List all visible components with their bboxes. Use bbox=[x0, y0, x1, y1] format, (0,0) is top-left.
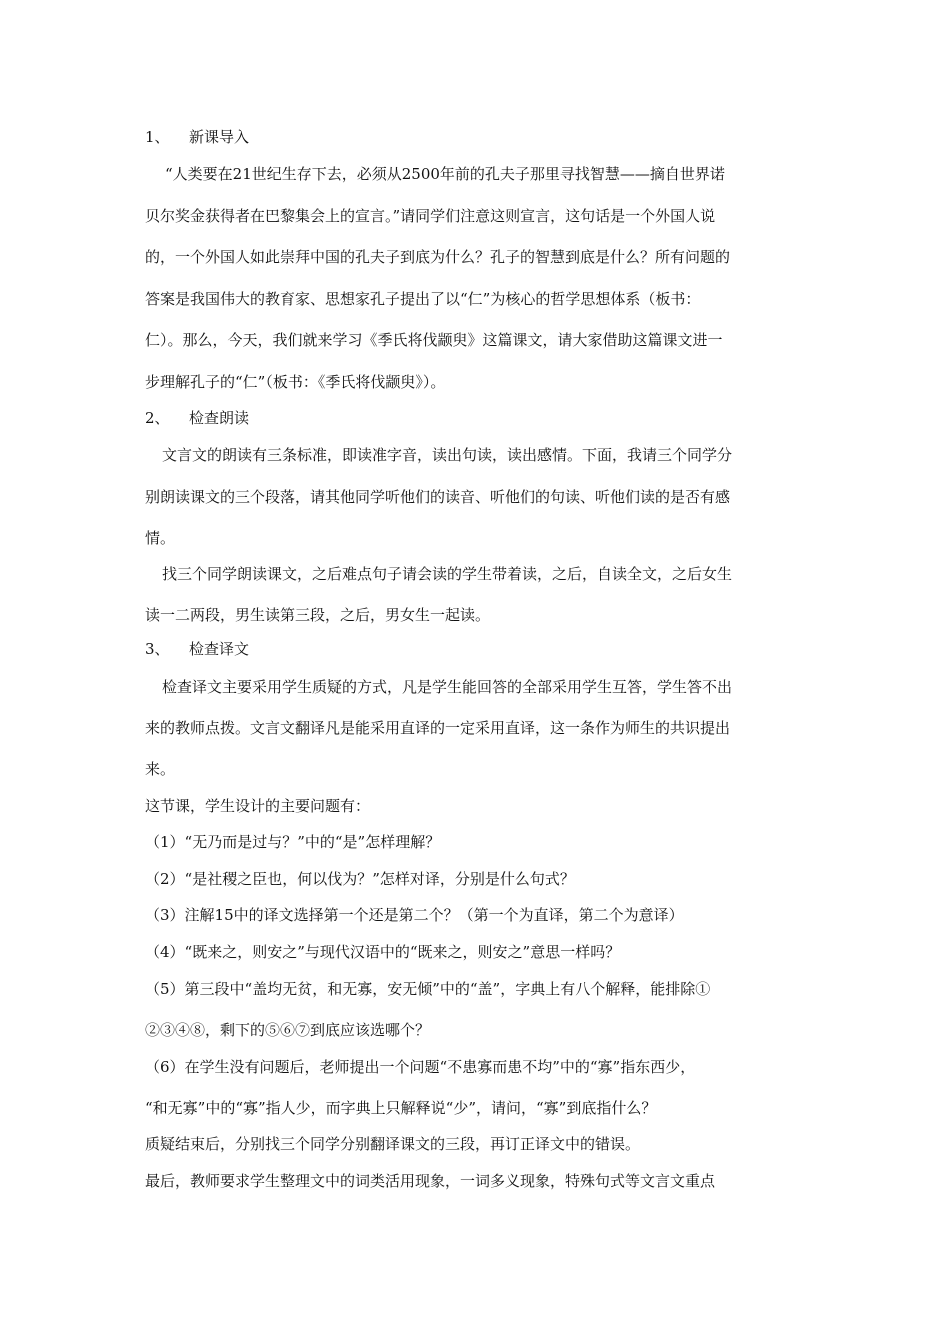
section-title: 新课导入 bbox=[189, 128, 250, 146]
paragraph-line: 检查译文主要采用学生质疑的方式，凡是学生能回答的全部采用学生互答，学生答不出 bbox=[162, 678, 733, 696]
paragraph-line: 找三个同学朗读课文，之后难点句子请会读的学生带着读，之后，自读全文，之后女生 bbox=[162, 565, 733, 583]
paragraph-line: 文言文的朗读有三条标准，即读准字音，读出句读，读出感情。下面，我请三个同学分 bbox=[162, 446, 733, 464]
paragraph-line: 来的教师点拨。文言文翻译凡是能采用直译的一定采用直译，这一条作为师生的共识提出 bbox=[145, 719, 731, 737]
paragraph-line: 的，一个外国人如此崇拜中国的孔夫子到底为什么？孔子的智慧到底是什么？所有问题的 bbox=[145, 248, 731, 266]
question-item: （6）在学生没有问题后，老师提出一个问题“不患寡而患不均”中的“寡”指东西少， bbox=[145, 1058, 696, 1076]
section-heading-3 bbox=[145, 639, 825, 659]
paragraph-line: 质疑结束后，分别找三个同学分别翻译课文的三段，再订正译文中的错误。 bbox=[145, 1135, 641, 1153]
paragraph-line: 这节课，学生设计的主要问题有： bbox=[145, 797, 371, 815]
paragraph-line: 别朗读课文的三个段落，请其他同学听他们的读音、听他们的句读、听他们读的是否有感 bbox=[145, 488, 731, 506]
section-number: 1、 bbox=[145, 128, 170, 146]
paragraph-line: “人类要在21世纪生存下去，必须从2500年前的孔夫子那里寻找智慧——摘自世界诺 bbox=[165, 165, 725, 183]
section-heading-1 bbox=[145, 127, 825, 147]
question-item: ②③④⑧，剩下的⑤⑥⑦到底应该选哪个？ bbox=[145, 1021, 431, 1039]
paragraph-line: 读一二两段，男生读第三段，之后，男女生一起读。 bbox=[145, 606, 491, 624]
paragraph-line: 情。 bbox=[145, 529, 176, 547]
section-number: 2、 bbox=[145, 409, 170, 427]
question-item: （5）第三段中“盖均无贫，和无寡，安无倾”中的“盖”，字典上有八个解释，能排除① bbox=[145, 980, 711, 998]
section-title: 检查朗读 bbox=[189, 409, 250, 427]
paragraph-line: “和无寡”中的“寡”指人少，而字典上只解释说“少”，请问，“寡”到底指什么？ bbox=[145, 1099, 657, 1117]
question-item: （1）“无乃而是过与？”中的“是”怎样理解？ bbox=[145, 833, 441, 851]
question-item: （2）“是社稷之臣也，何以伐为？”怎样对译，分别是什么句式？ bbox=[145, 870, 575, 888]
paragraph-line: 答案是我国伟大的教育家、思想家孔子提出了以“仁”为核心的哲学思想体系（板书： bbox=[145, 290, 701, 308]
section-title: 检查译文 bbox=[189, 640, 250, 658]
section-heading-2 bbox=[145, 408, 825, 428]
paragraph-line: 最后，教师要求学生整理文中的词类活用现象，一词多义现象，特殊句式等文言文重点 bbox=[145, 1172, 716, 1190]
paragraph-line: 步理解孔子的“仁”（板书：《季氏将伐颛臾》）。 bbox=[145, 373, 446, 391]
paragraph-line: 来。 bbox=[145, 760, 176, 778]
question-item: （3）注解15中的译文选择第一个还是第二个？（第一个为直译，第二个为意译） bbox=[145, 906, 684, 924]
paragraph-line: 仁）。那么，今天，我们就来学习《季氏将伐颛臾》这篇课文，请大家借助这篇课文进一 bbox=[145, 331, 723, 349]
paragraph-line: 贝尔奖金获得者在巴黎集会上的宣言。”请同学们注意这则宣言，这句话是一个外国人说 bbox=[145, 207, 716, 225]
section-number: 3、 bbox=[145, 640, 170, 658]
question-item: （4）“既来之，则安之”与现代汉语中的“既来之，则安之”意思一样吗？ bbox=[145, 943, 621, 961]
